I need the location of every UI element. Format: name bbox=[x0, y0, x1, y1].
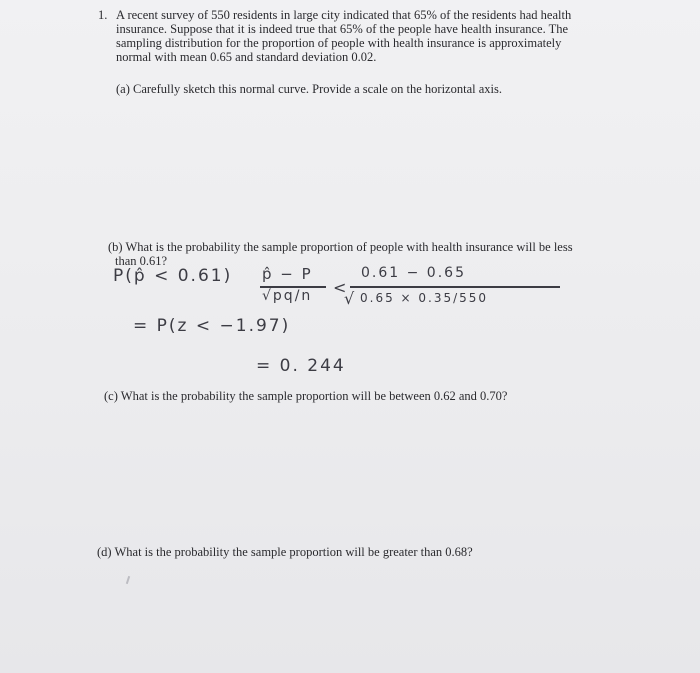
hw-fraction-2-numerator: 0.61 − 0.65 bbox=[361, 265, 466, 281]
part-b-line: (b) What is the probability the sample proportion of people with health insurance will be less bbox=[108, 240, 573, 254]
question-number: 1. bbox=[98, 8, 108, 22]
hw-fraction-1-denominator: √pq/n bbox=[262, 288, 313, 304]
part-b-prompt bbox=[108, 240, 573, 268]
hw-fraction-2-denominator: 0.65 × 0.35/550 bbox=[360, 291, 489, 305]
hw-sqrt-icon: √ bbox=[344, 289, 355, 308]
stem-line: normal with mean 0.65 and standard deviation 0.02. bbox=[116, 50, 377, 64]
hw-probability-statement: P(p̂ < 0.61) bbox=[113, 266, 233, 286]
part-b-line: than 0.61? bbox=[115, 254, 168, 268]
hw-fraction-2-bar bbox=[350, 286, 560, 288]
part-a-prompt: (a) Carefully sketch this normal curve. Provide a scale on the horizontal axis. bbox=[116, 82, 502, 96]
part-c-prompt: (c) What is the probability the sample proportion will be between 0.62 and 0.70? bbox=[104, 389, 508, 403]
pencil-mark bbox=[126, 576, 130, 584]
hw-answer: = 0. 244 bbox=[256, 356, 346, 376]
question-stem bbox=[116, 8, 606, 64]
stem-line: insurance. Suppose that it is indeed true that 65% of the people have health insurance. The bbox=[116, 22, 569, 36]
part-d-prompt: (d) What is the probability the sample proportion will be greater than 0.68? bbox=[97, 545, 473, 559]
hw-fraction-1-numerator: p̂ − P bbox=[262, 265, 313, 283]
hw-z-statement: = P(z < −1.97) bbox=[133, 316, 291, 336]
hw-less-than: < bbox=[333, 278, 349, 297]
stem-line: sampling distribution for the proportion of people with health insurance is approximately bbox=[116, 36, 562, 50]
stem-line: A recent survey of 550 residents in large city indicated that 65% of the residents had health bbox=[116, 8, 572, 22]
